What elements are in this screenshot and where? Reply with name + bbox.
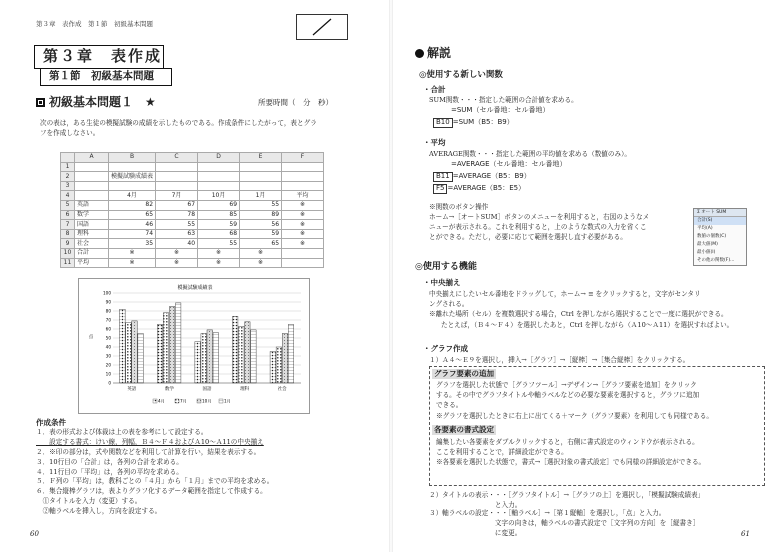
legend-swatch	[175, 399, 179, 403]
condition-item: ５．Ｆ列の「平均」は，教科ごとの「４月」から「１月」までの平均を求める。	[36, 477, 274, 486]
heading	[415, 46, 451, 62]
menu-item[interactable]: 数値の個数(C)	[697, 234, 727, 239]
bullet-icon	[415, 49, 424, 58]
table-cell	[75, 191, 109, 201]
row-header: 8	[61, 229, 75, 239]
table-cell: 63	[156, 229, 198, 239]
bar	[282, 334, 287, 384]
graph-step-1: １）Ａ４～Ｅ９を選択し，挿入→［グラフ］→［縦棒］→［集合縦棒］をクリックする。	[429, 356, 690, 364]
format-line: 編集したい各要素をダブルクリックすると，右側に書式設定のウィンドウが表示される。	[436, 438, 699, 446]
table-cell	[156, 172, 198, 182]
page-number-right: 61	[741, 530, 750, 538]
table-row	[61, 181, 324, 191]
table-cell: 35	[109, 239, 156, 249]
condition-item: ３．10行目の「合計」は，各列の合計を求める。	[36, 457, 183, 466]
bar	[270, 352, 275, 384]
menu-item[interactable]: 最小値(I)	[697, 250, 716, 255]
table-row	[61, 162, 324, 172]
row-header: 11	[61, 258, 75, 268]
cell-ref: B10	[433, 118, 453, 128]
x-tick-label: 理科	[240, 387, 250, 392]
table-cell: ※	[156, 248, 198, 258]
avg-title: ・平均	[423, 138, 446, 147]
table-row	[61, 229, 324, 239]
table-cell: ※	[240, 248, 282, 258]
table-cell: ※	[282, 200, 324, 210]
table-cell: 78	[156, 210, 198, 220]
condition-item: 設定する書式：けい線，列幅，Ｂ４～Ｆ４およびＡ10～Ａ11の中央揃え	[36, 437, 264, 446]
legend-label: 4月	[158, 398, 165, 404]
condition-item: １．表の形式および体裁は上の表を参考にして設定する。	[36, 428, 208, 436]
table-cell: ※	[240, 258, 282, 268]
menu-item[interactable]: 平均(A)	[697, 226, 713, 231]
table-cell: 55	[240, 200, 282, 210]
y-tick-label: 90	[105, 299, 111, 305]
format-line: ※各要素を選択した状態で，書式→［選択対象の書式設定］でも同様の詳細設定ができる。	[436, 458, 706, 467]
table-cell: 理科	[75, 229, 109, 239]
x-tick-label: 国語	[202, 387, 212, 392]
table-cell	[240, 162, 282, 172]
center-line: ※離れた場所（セル）を複数選択する場合，Ctrl を押しながら選択することで一度に選択ができる。	[429, 310, 728, 319]
chart-title: 模擬試験成績表	[177, 285, 213, 291]
spreadsheet-table	[60, 152, 324, 268]
graph-step-3	[429, 508, 765, 539]
table-cell: ※	[198, 258, 240, 268]
table-cell: 平均	[282, 191, 324, 201]
table-cell: 合計	[75, 248, 109, 258]
row-header: 4	[61, 191, 75, 201]
bar	[195, 342, 200, 383]
chapter-title: 第３章 表作成	[34, 45, 164, 69]
chart-frame	[78, 278, 310, 414]
table-cell: 国語	[75, 220, 109, 230]
row-header: 10	[61, 248, 75, 258]
cell-ref: B11	[433, 172, 453, 182]
add-line: できる。	[436, 401, 463, 410]
table-cell: 社会	[75, 239, 109, 249]
condition-item: ②軸ラベルを挿入し，方向を設定する。	[36, 507, 162, 516]
table-cell	[156, 162, 198, 172]
square-icon	[36, 98, 45, 107]
y-axis-label: 点	[88, 335, 94, 340]
x-tick-label: 英語	[127, 387, 137, 392]
conditions-title: 作成条件	[36, 418, 66, 427]
condition-item: ①タイトルを入力（変更）する。	[36, 497, 142, 506]
legend-label: 7月	[180, 398, 187, 404]
table-cell	[282, 258, 324, 268]
table-row	[61, 220, 324, 230]
table-cell	[282, 181, 324, 191]
formula: =AVERAGE（B5：E5）	[447, 184, 526, 192]
table-cell: 46	[109, 220, 156, 230]
legend-swatch	[197, 399, 201, 403]
bar	[163, 313, 168, 383]
table-cell	[282, 248, 324, 258]
table-cell	[156, 181, 198, 191]
x-tick-label: 数学	[164, 387, 174, 392]
bar	[232, 316, 237, 383]
column-header: B	[109, 153, 156, 163]
problem-title	[36, 95, 156, 111]
table-cell: 平均	[75, 258, 109, 268]
autosum-menu[interactable]	[693, 208, 747, 266]
column-header: C	[156, 153, 198, 163]
menu-item[interactable]: 最大値(M)	[697, 242, 718, 247]
table-row	[61, 210, 324, 220]
step3-line: に変更。	[429, 529, 522, 538]
y-tick-label: 80	[105, 308, 111, 314]
score-box	[296, 14, 348, 40]
table-cell: 89	[240, 210, 282, 220]
center-text	[429, 289, 765, 330]
center-line: たとえば，（Ｂ４～Ｆ４）を選択したあと，Ctrl を押しながら（Ａ10～Ａ11）を選択すればよい。	[441, 320, 734, 329]
formula: =AVERAGE（B5：B9）	[452, 172, 531, 180]
condition-item: ６．集合縦棒グラフは，表よりグラフ化するデータ範囲を指定して作成する。	[36, 487, 267, 496]
new-functions-title: ◎使用する新しい関数	[419, 70, 503, 80]
bar	[213, 333, 218, 383]
table-cell: 82	[109, 200, 156, 210]
avg-syntax: =AVERAGE（セル番地：セル番地）	[451, 160, 567, 168]
table-cell	[282, 162, 324, 172]
spreadsheet	[60, 152, 324, 268]
column-header: F	[282, 153, 324, 163]
row-header: 5	[61, 200, 75, 210]
table-cell: ※	[156, 258, 198, 268]
table-cell: ※	[109, 258, 156, 268]
bar	[132, 321, 137, 383]
table-row	[61, 191, 324, 201]
cell-ref: F5	[433, 184, 447, 194]
table-cell	[198, 162, 240, 172]
column-header: E	[240, 153, 282, 163]
table-cell	[198, 181, 240, 191]
intro-text	[40, 118, 370, 138]
formula: =SUM（B5：B9）	[452, 118, 514, 126]
row-header: 3	[61, 181, 75, 191]
add-element-title: グラフ要素の追加	[434, 369, 494, 378]
y-tick-label: 30	[105, 353, 111, 359]
column-header	[61, 153, 75, 163]
note-line: ホーム→［オートSUM］ボタンのメニューを利用すると，右図のようなメ	[429, 213, 650, 221]
table-row	[61, 258, 324, 268]
add-element-text	[436, 380, 762, 421]
y-tick-label: 20	[105, 362, 111, 368]
format-title: 各要素の書式設定	[434, 425, 494, 434]
bar	[175, 303, 180, 383]
table-cell	[198, 172, 240, 182]
section-title: 第１節 初級基本問題	[40, 68, 172, 86]
page-number-left: 60	[30, 530, 39, 538]
bar	[239, 326, 244, 383]
bar-chart	[79, 279, 311, 415]
add-line: する。その中でグラフタイトルや軸ラベルなどの必要な要素を選択すると，グラフに追加	[436, 391, 700, 400]
format-line: ここを利用することで，詳細設定ができる。	[436, 448, 568, 457]
avg-example-2	[433, 184, 525, 194]
add-line: ※グラフを選択したときに右上に出てくる＋マーク（グラフ要素）を利用しても同様である。	[436, 411, 713, 420]
row-header: 6	[61, 210, 75, 220]
sum-example	[433, 118, 514, 128]
y-tick-label: 50	[105, 335, 111, 341]
intro-line: フを作成しなさい。	[40, 129, 100, 138]
table-row	[61, 200, 324, 210]
features-text: ◎使用する機能	[415, 262, 477, 272]
y-tick-label: 100	[103, 290, 111, 296]
step3-line: 文字の向きは，軸ラベルの書式設定で［文字列の方向］を［縦書き］	[429, 519, 700, 528]
graph-title: ・グラフ作成	[423, 344, 468, 353]
table-cell: 68	[198, 229, 240, 239]
note-line: とができる。ただし，必要に応じて範囲を選択し直す必要がある。	[429, 233, 627, 242]
button-note	[429, 212, 699, 243]
table-row	[61, 248, 324, 258]
y-tick-label: 0	[108, 380, 111, 386]
table-cell: 59	[240, 229, 282, 239]
table-cell: ※	[282, 220, 324, 230]
table-cell: 40	[156, 239, 198, 249]
running-head: 第３章 表作成 第１節 初級基本問題	[36, 20, 153, 28]
table-cell: 59	[198, 220, 240, 230]
table-cell	[109, 162, 156, 172]
center-line: 中央揃えにしたいセル番地をドラッグして，ホーム→ ≡ をクリックすると，文字がセンタリ	[429, 290, 701, 298]
avg-example-1	[433, 172, 531, 182]
time-label: 所要時間（ 分 秒）	[258, 98, 333, 107]
column-header: D	[198, 153, 240, 163]
table-cell	[109, 181, 156, 191]
table-cell: ※	[282, 239, 324, 249]
table-row	[61, 239, 324, 249]
table-cell	[75, 162, 109, 172]
format-text	[436, 437, 762, 468]
bar	[288, 325, 293, 384]
bar	[169, 307, 174, 384]
note-line: ニューが表示される。これを利用すると，上のような数式の入力を省くこ	[429, 223, 647, 232]
y-tick-label: 40	[105, 344, 111, 350]
row-header: 7	[61, 220, 75, 230]
heading-text: 解説	[427, 46, 452, 60]
table-cell	[75, 181, 109, 191]
table-cell	[240, 181, 282, 191]
x-tick-label: 社会	[277, 387, 287, 392]
table-cell: 模擬試験成績表	[109, 172, 156, 182]
column-header: A	[75, 153, 109, 163]
y-tick-label: 10	[105, 371, 111, 377]
table-cell: 数学	[75, 210, 109, 220]
row-header: 1	[61, 162, 75, 172]
legend-label: 1月	[224, 398, 231, 404]
table-cell	[75, 172, 109, 182]
features-title	[415, 262, 477, 274]
avg-desc: AVERAGE関数・・・指定した範囲の平均値を求める（数値のみ）。	[429, 150, 631, 158]
graph-info-box	[429, 366, 765, 486]
step3-line: ３）軸ラベルの設定・・・［軸ラベル］→［第１縦軸］を選択し，「点」と入力。	[429, 509, 666, 517]
menu-item[interactable]: その他の関数(F)...	[697, 258, 735, 263]
table-cell: 1月	[240, 191, 282, 201]
table-cell	[240, 172, 282, 182]
table-cell: 65	[109, 210, 156, 220]
table-cell: 56	[240, 220, 282, 230]
table-cell	[282, 172, 324, 182]
intro-line: 次の表は，ある生徒の模擬試験の成績を示したものである。作成条件にしたがって，表とグラ	[40, 119, 317, 127]
right-page	[391, 0, 782, 552]
table-cell: 74	[109, 229, 156, 239]
table-row	[61, 172, 324, 182]
table-cell: 55	[156, 220, 198, 230]
add-line: グラフを選択した状態で［グラフツール］→デザイン→［グラフ要素を追加］をクリック	[436, 381, 697, 389]
table-cell: ※	[282, 210, 324, 220]
bar	[126, 323, 131, 383]
table-cell: 65	[240, 239, 282, 249]
table-cell: 69	[198, 200, 240, 210]
step2-line: と入力。	[429, 501, 522, 510]
y-tick-label: 70	[105, 317, 111, 323]
center-line: ングされる。	[429, 300, 469, 309]
condition-item: ２．※印の部分は，式や関数などを利用して計算を行い，結果を表示する。	[36, 447, 261, 456]
legend-swatch	[153, 399, 157, 403]
center-title: ・中央揃え	[423, 278, 461, 287]
bar	[157, 325, 162, 384]
condition-item: ４．11行目の「平均」は，各列の平均を求める。	[36, 467, 183, 476]
row-header: 9	[61, 239, 75, 249]
sum-desc: SUM関数・・・指定した範囲の合計値を求める。	[429, 96, 578, 104]
menu-item[interactable]: Σ オート SUM	[694, 209, 746, 217]
table-cell: 85	[198, 210, 240, 220]
problem-title-text: 初級基本問題１ ★	[49, 95, 156, 109]
y-tick-label: 60	[105, 326, 111, 332]
table-cell: ※	[282, 229, 324, 239]
bar	[138, 334, 143, 384]
sum-title: ・合計	[423, 85, 446, 94]
conditions-list	[36, 428, 366, 517]
bar	[207, 330, 212, 383]
row-header: 2	[61, 172, 75, 182]
table-cell: ※	[109, 248, 156, 258]
table-cell: 67	[156, 200, 198, 210]
table-cell: ※	[198, 248, 240, 258]
step2-line: ２）タイトルの表示・・・［グラフタイトル］→［グラフの上］を選択し，「模擬試験成績表」	[429, 491, 705, 499]
bar	[201, 334, 206, 384]
menu-item[interactable]: 合計(S)	[694, 217, 746, 225]
table-cell: 英語	[75, 200, 109, 210]
sum-syntax: =SUM（セル番地：セル番地）	[451, 106, 550, 114]
bar	[245, 322, 250, 383]
table-cell: 7月	[156, 191, 198, 201]
table-cell: 55	[198, 239, 240, 249]
legend-label: 10月	[202, 398, 212, 404]
bar	[276, 347, 281, 383]
table-cell: 10月	[198, 191, 240, 201]
legend-swatch	[219, 399, 223, 403]
bar	[120, 309, 125, 383]
button-note-title: ※関数のボタン操作	[429, 203, 489, 211]
table-cell: 4月	[109, 191, 156, 201]
bar	[251, 330, 256, 383]
